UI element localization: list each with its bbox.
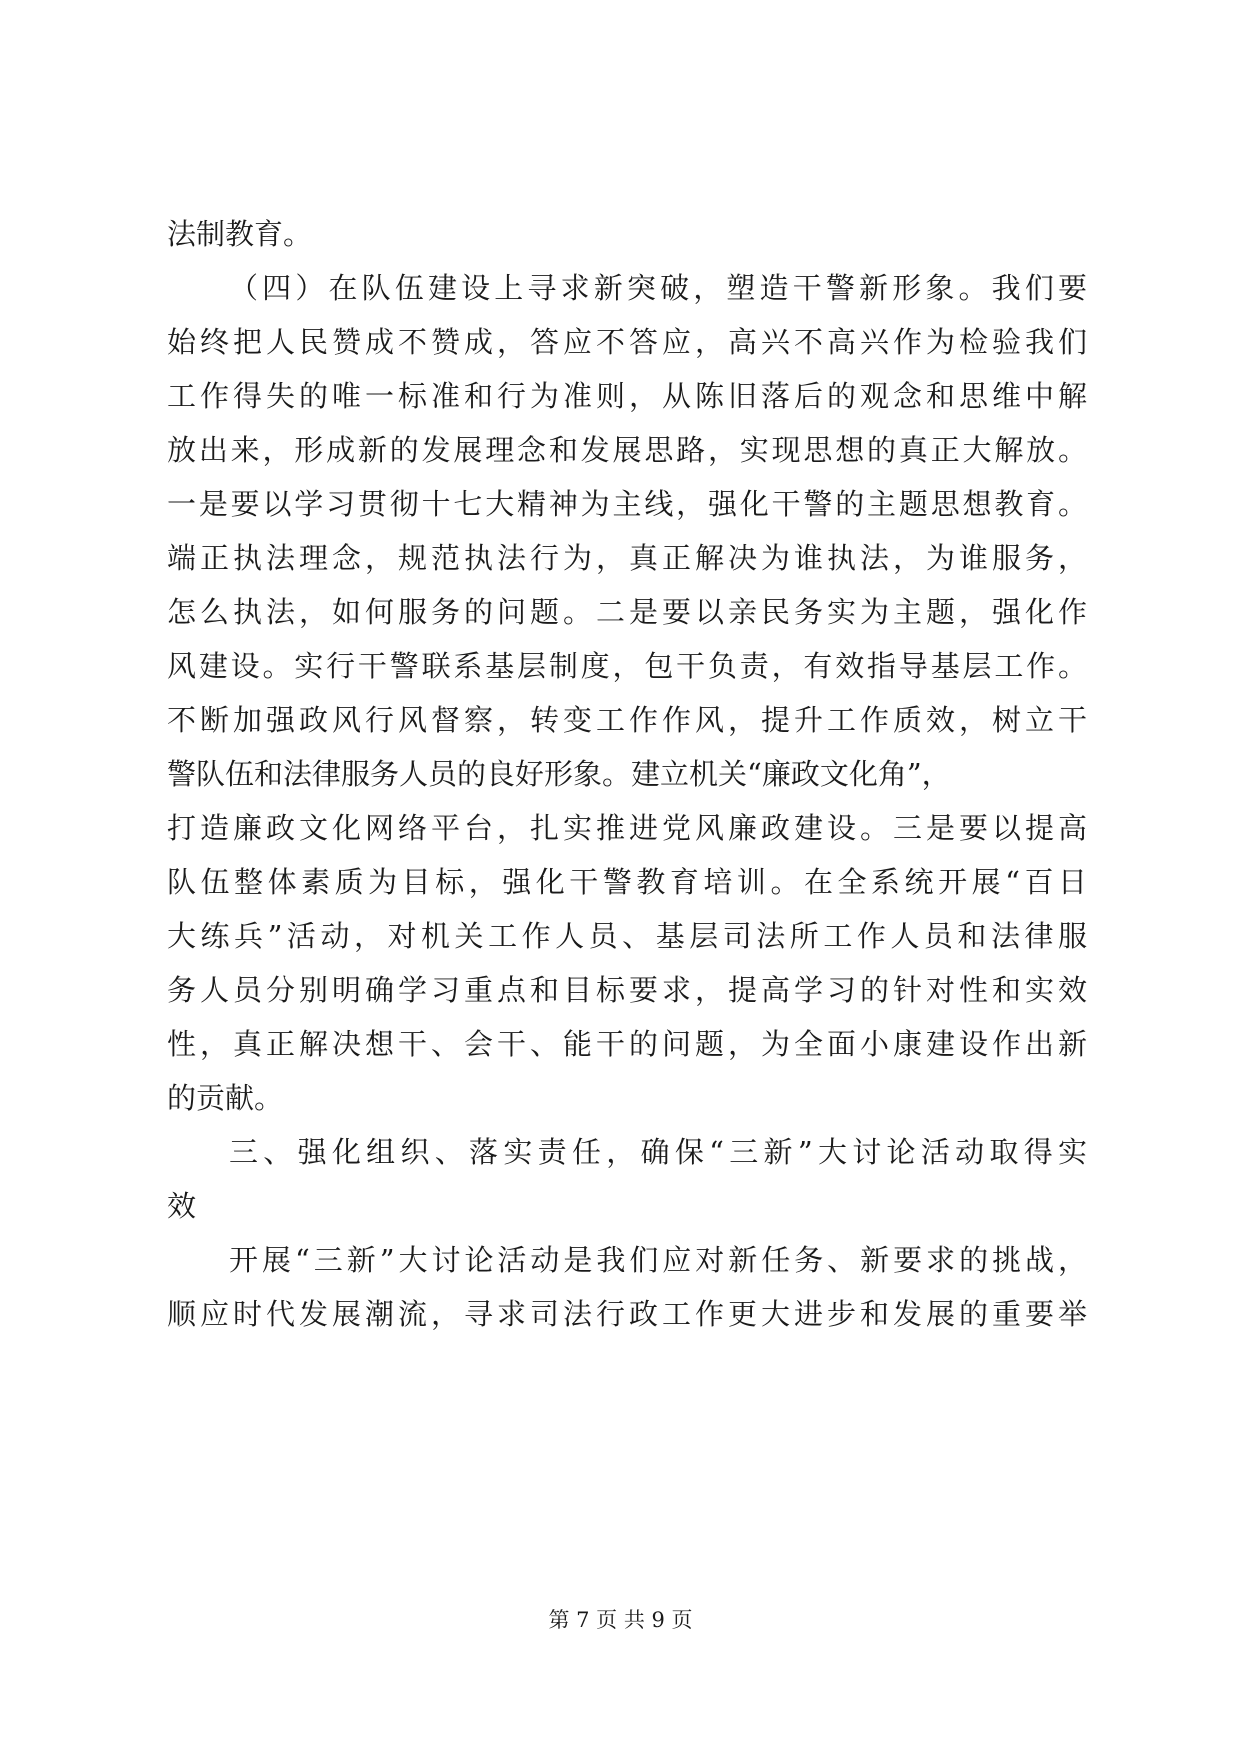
page-number: 第 7 页 共 9 页 bbox=[548, 1608, 693, 1632]
body-text-line: 队伍整体素质为目标，强化干警教育培训。在全系统开展“百日 bbox=[167, 865, 1087, 899]
body-text-line: 打造廉政文化网络平台，扎实推进党风廉政建设。三是要以提高 bbox=[167, 811, 1087, 845]
body-text-line: 风建设。实行干警联系基层制度，包干负责，有效指导基层工作。 bbox=[167, 649, 1087, 683]
body-text-line: 的贡献。 bbox=[167, 1081, 284, 1115]
body-text-line: 法制教育。 bbox=[167, 217, 313, 251]
body-text-line: 开展“三新”大讨论活动是我们应对新任务、新要求的挑战， bbox=[229, 1243, 1087, 1277]
section-heading: 三、强化组织、落实责任，确保“三新”大讨论活动取得实 bbox=[229, 1135, 1087, 1169]
body-text-line: 不断加强政风行风督察，转变工作作风，提升工作质效，树立干 bbox=[167, 703, 1087, 737]
body-text-line: 大练兵”活动，对机关工作人员、基层司法所工作人员和法律服 bbox=[167, 919, 1087, 953]
body-text-line: 始终把人民赞成不赞成，答应不答应，高兴不高兴作为检验我们 bbox=[167, 325, 1087, 359]
body-text-line: 怎么执法，如何服务的问题。二是要以亲民务实为主题，强化作 bbox=[167, 595, 1087, 629]
body-text-line: 放出来，形成新的发展理念和发展思路，实现思想的真正大解放。 bbox=[167, 433, 1087, 467]
body-text-line: 务人员分别明确学习重点和目标要求，提高学习的针对性和实效 bbox=[167, 973, 1087, 1007]
body-text-line: （四）在队伍建设上寻求新突破，塑造干警新形象。我们要 bbox=[229, 271, 1087, 305]
body-text-line: 一是要以学习贯彻十七大精神为主线，强化干警的主题思想教育。 bbox=[167, 487, 1087, 521]
body-text-line: 工作得失的唯一标准和行为准则，从陈旧落后的观念和思维中解 bbox=[167, 379, 1087, 413]
section-heading: 效 bbox=[167, 1189, 197, 1223]
body-text-line: 端正执法理念，规范执法行为，真正解决为谁执法，为谁服务， bbox=[167, 541, 1087, 575]
body-text-line: 性，真正解决想干、会干、能干的问题，为全面小康建设作出新 bbox=[167, 1027, 1087, 1061]
body-text-line: 警队伍和法律服务人员的良好形象。建立机关“廉政文化角”， bbox=[167, 757, 951, 791]
body-text-line: 顺应时代发展潮流，寻求司法行政工作更大进步和发展的重要举 bbox=[167, 1297, 1087, 1331]
